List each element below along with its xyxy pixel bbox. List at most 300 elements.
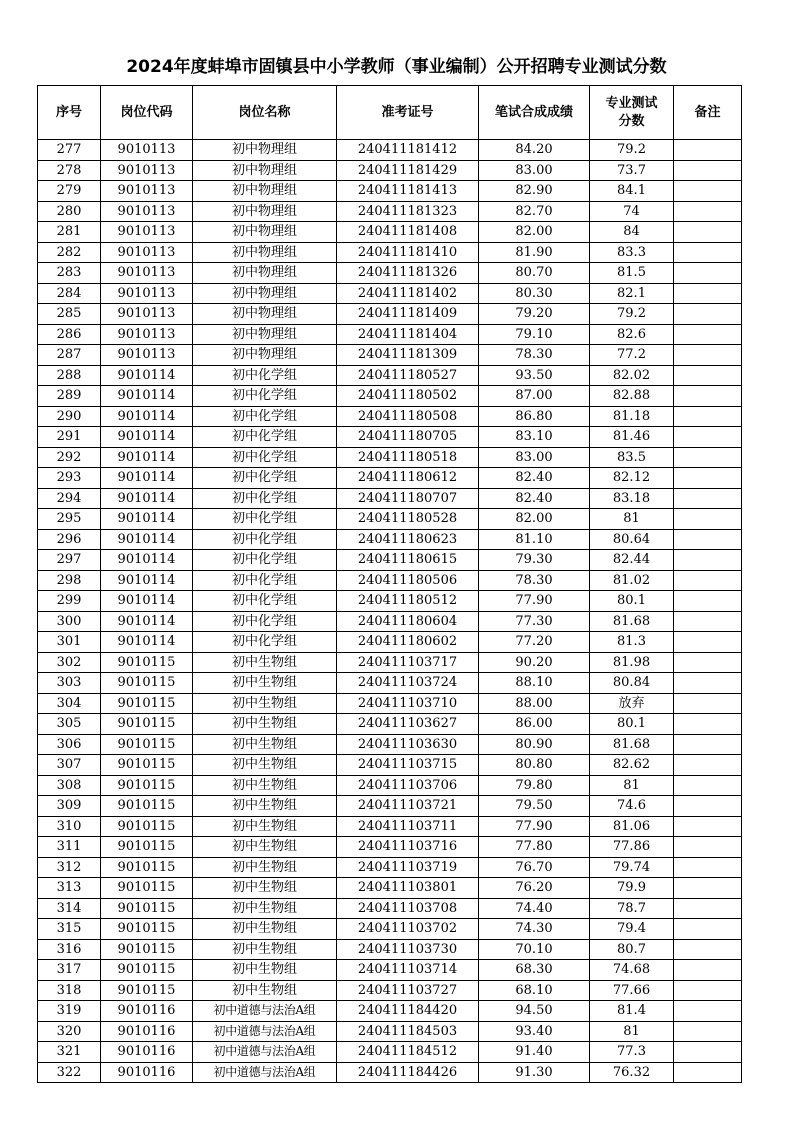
cell-ticket-number: 240411103715: [337, 755, 479, 776]
table-row: [38, 775, 742, 796]
cell-seq: 301: [38, 632, 101, 653]
table-row: [38, 263, 742, 284]
cell-written-score: 79.50: [479, 796, 590, 817]
cell-professional-score: 77.66: [590, 980, 674, 1001]
cell-written-score: 76.20: [479, 878, 590, 899]
cell-seq: 286: [38, 324, 101, 345]
cell-written-score: 78.30: [479, 570, 590, 591]
cell-seq: 295: [38, 509, 101, 530]
cell-position-name: 初中生物组: [193, 878, 337, 899]
cell-seq: 282: [38, 242, 101, 263]
cell-remark: [674, 181, 742, 202]
cell-position-name: 初中道德与法治A组: [193, 1042, 337, 1063]
cell-professional-score: 83.5: [590, 447, 674, 468]
cell-written-score: 74.40: [479, 898, 590, 919]
header-remark: 备注: [674, 86, 742, 140]
table-row: [38, 181, 742, 202]
cell-professional-score: 79.9: [590, 878, 674, 899]
cell-position-name: 初中物理组: [193, 283, 337, 304]
cell-position-name: 初中生物组: [193, 652, 337, 673]
cell-ticket-number: 240411103724: [337, 673, 479, 694]
score-table: [37, 85, 742, 1083]
cell-professional-score: 82.6: [590, 324, 674, 345]
cell-remark: [674, 734, 742, 755]
cell-position-name: 初中生物组: [193, 714, 337, 735]
header-seq: 序号: [38, 86, 101, 140]
cell-ticket-number: 240411180707: [337, 488, 479, 509]
cell-remark: [674, 673, 742, 694]
cell-professional-score: 81: [590, 775, 674, 796]
cell-professional-score: 82.02: [590, 365, 674, 386]
cell-seq: 317: [38, 960, 101, 981]
cell-seq: 308: [38, 775, 101, 796]
cell-position-name: 初中化学组: [193, 365, 337, 386]
cell-position-name: 初中生物组: [193, 816, 337, 837]
cell-written-score: 84.20: [479, 140, 590, 161]
table-row: [38, 468, 742, 489]
table-row: [38, 919, 742, 940]
cell-professional-score: 放弃: [590, 693, 674, 714]
cell-seq: 291: [38, 427, 101, 448]
cell-position-name: 初中化学组: [193, 427, 337, 448]
cell-ticket-number: 240411103721: [337, 796, 479, 817]
table-row: [38, 857, 742, 878]
cell-position-name: 初中化学组: [193, 386, 337, 407]
cell-seq: 321: [38, 1042, 101, 1063]
cell-position-name: 初中化学组: [193, 529, 337, 550]
table-row: [38, 427, 742, 448]
cell-remark: [674, 324, 742, 345]
header-written-score: 笔试合成成绩: [479, 86, 590, 140]
cell-written-score: 77.80: [479, 837, 590, 858]
cell-written-score: 68.30: [479, 960, 590, 981]
cell-position-code: 9010113: [101, 181, 193, 202]
cell-remark: [674, 755, 742, 776]
cell-professional-score: 80.1: [590, 714, 674, 735]
table-body: [38, 140, 742, 1083]
cell-written-score: 78.30: [479, 345, 590, 366]
cell-written-score: 82.00: [479, 509, 590, 530]
cell-ticket-number: 240411103710: [337, 693, 479, 714]
cell-ticket-number: 240411103730: [337, 939, 479, 960]
cell-ticket-number: 240411103801: [337, 878, 479, 899]
cell-remark: [674, 345, 742, 366]
cell-written-score: 90.20: [479, 652, 590, 673]
cell-written-score: 82.40: [479, 468, 590, 489]
cell-professional-score: 81: [590, 1021, 674, 1042]
cell-position-code: 9010115: [101, 980, 193, 1001]
cell-ticket-number: 240411180623: [337, 529, 479, 550]
cell-remark: [674, 714, 742, 735]
header-position-code: 岗位代码: [101, 86, 193, 140]
cell-position-name: 初中物理组: [193, 324, 337, 345]
cell-position-code: 9010115: [101, 693, 193, 714]
cell-professional-score: 81.18: [590, 406, 674, 427]
cell-written-score: 86.80: [479, 406, 590, 427]
cell-professional-score: 82.1: [590, 283, 674, 304]
cell-position-name: 初中物理组: [193, 201, 337, 222]
cell-remark: [674, 919, 742, 940]
cell-ticket-number: 240411180705: [337, 427, 479, 448]
cell-position-name: 初中化学组: [193, 591, 337, 612]
cell-position-name: 初中生物组: [193, 939, 337, 960]
cell-position-name: 初中生物组: [193, 960, 337, 981]
cell-seq: 278: [38, 160, 101, 181]
cell-written-score: 80.70: [479, 263, 590, 284]
cell-professional-score: 79.74: [590, 857, 674, 878]
cell-position-code: 9010115: [101, 837, 193, 858]
table-row: [38, 796, 742, 817]
cell-ticket-number: 240411180612: [337, 468, 479, 489]
cell-professional-score: 81: [590, 509, 674, 530]
cell-position-code: 9010115: [101, 939, 193, 960]
cell-professional-score: 79.4: [590, 919, 674, 940]
cell-written-score: 91.40: [479, 1042, 590, 1063]
cell-seq: 296: [38, 529, 101, 550]
cell-remark: [674, 304, 742, 325]
cell-written-score: 80.90: [479, 734, 590, 755]
cell-professional-score: 79.2: [590, 304, 674, 325]
cell-position-code: 9010115: [101, 960, 193, 981]
table-row: [38, 816, 742, 837]
table-row: [38, 345, 742, 366]
cell-position-code: 9010114: [101, 386, 193, 407]
cell-ticket-number: 240411180508: [337, 406, 479, 427]
cell-position-name: 初中化学组: [193, 570, 337, 591]
cell-position-name: 初中化学组: [193, 632, 337, 653]
cell-written-score: 88.10: [479, 673, 590, 694]
cell-remark: [674, 365, 742, 386]
cell-written-score: 83.10: [479, 427, 590, 448]
cell-written-score: 82.00: [479, 222, 590, 243]
cell-remark: [674, 570, 742, 591]
cell-position-name: 初中物理组: [193, 181, 337, 202]
cell-position-code: 9010114: [101, 509, 193, 530]
cell-position-code: 9010115: [101, 816, 193, 837]
table-row: [38, 406, 742, 427]
cell-seq: 313: [38, 878, 101, 899]
cell-position-name: 初中物理组: [193, 304, 337, 325]
cell-seq: 310: [38, 816, 101, 837]
cell-written-score: 93.50: [479, 365, 590, 386]
cell-position-code: 9010115: [101, 673, 193, 694]
cell-remark: [674, 406, 742, 427]
cell-position-code: 9010113: [101, 160, 193, 181]
cell-position-code: 9010114: [101, 365, 193, 386]
cell-professional-score: 81.98: [590, 652, 674, 673]
cell-remark: [674, 427, 742, 448]
header-professional-score: [590, 86, 674, 140]
cell-position-code: 9010116: [101, 1021, 193, 1042]
cell-written-score: 77.30: [479, 611, 590, 632]
cell-ticket-number: 240411103702: [337, 919, 479, 940]
cell-remark: [674, 242, 742, 263]
cell-ticket-number: 240411180518: [337, 447, 479, 468]
cell-professional-score: 81.4: [590, 1001, 674, 1022]
cell-seq: 309: [38, 796, 101, 817]
cell-position-code: 9010113: [101, 345, 193, 366]
cell-professional-score: 81.46: [590, 427, 674, 448]
cell-seq: 290: [38, 406, 101, 427]
cell-written-score: 80.80: [479, 755, 590, 776]
cell-professional-score: 80.1: [590, 591, 674, 612]
cell-remark: [674, 1062, 742, 1083]
cell-seq: 311: [38, 837, 101, 858]
table-row: [38, 673, 742, 694]
table-row: [38, 591, 742, 612]
cell-remark: [674, 160, 742, 181]
cell-ticket-number: 240411180527: [337, 365, 479, 386]
cell-professional-score: 84.1: [590, 181, 674, 202]
cell-professional-score: 77.3: [590, 1042, 674, 1063]
cell-seq: 280: [38, 201, 101, 222]
table-row: [38, 201, 742, 222]
cell-seq: 297: [38, 550, 101, 571]
cell-ticket-number: 240411184512: [337, 1042, 479, 1063]
table-row: [38, 960, 742, 981]
cell-written-score: 82.90: [479, 181, 590, 202]
cell-remark: [674, 796, 742, 817]
cell-professional-score: 80.64: [590, 529, 674, 550]
cell-position-code: 9010116: [101, 1001, 193, 1022]
table-row: [38, 611, 742, 632]
header-position-name: 岗位名称: [193, 86, 337, 140]
cell-position-name: 初中物理组: [193, 160, 337, 181]
cell-position-name: 初中生物组: [193, 673, 337, 694]
cell-remark: [674, 1021, 742, 1042]
cell-seq: 314: [38, 898, 101, 919]
table-row: [38, 693, 742, 714]
cell-ticket-number: 240411103719: [337, 857, 479, 878]
cell-ticket-number: 240411181323: [337, 201, 479, 222]
cell-position-code: 9010115: [101, 755, 193, 776]
cell-position-name: 初中生物组: [193, 980, 337, 1001]
cell-written-score: 77.90: [479, 591, 590, 612]
cell-remark: [674, 1001, 742, 1022]
cell-position-code: 9010115: [101, 857, 193, 878]
table-row: [38, 1001, 742, 1022]
cell-seq: 284: [38, 283, 101, 304]
cell-remark: [674, 1042, 742, 1063]
cell-position-name: 初中生物组: [193, 857, 337, 878]
cell-position-name: 初中化学组: [193, 468, 337, 489]
cell-seq: 289: [38, 386, 101, 407]
cell-remark: [674, 140, 742, 161]
cell-seq: 316: [38, 939, 101, 960]
cell-position-name: 初中生物组: [193, 693, 337, 714]
cell-position-name: 初中化学组: [193, 550, 337, 571]
table-row: [38, 632, 742, 653]
table-row: [38, 714, 742, 735]
cell-remark: [674, 283, 742, 304]
cell-ticket-number: 240411181410: [337, 242, 479, 263]
table-row: [38, 837, 742, 858]
cell-seq: 288: [38, 365, 101, 386]
cell-position-code: 9010113: [101, 324, 193, 345]
cell-seq: 322: [38, 1062, 101, 1083]
cell-written-score: 83.00: [479, 160, 590, 181]
cell-professional-score: 81.02: [590, 570, 674, 591]
header-ticket-number: 准考证号: [337, 86, 479, 140]
cell-written-score: 70.10: [479, 939, 590, 960]
cell-remark: [674, 201, 742, 222]
cell-position-code: 9010113: [101, 242, 193, 263]
cell-ticket-number: 240411180512: [337, 591, 479, 612]
cell-ticket-number: 240411103714: [337, 960, 479, 981]
cell-seq: 318: [38, 980, 101, 1001]
cell-professional-score: 81.68: [590, 611, 674, 632]
cell-remark: [674, 468, 742, 489]
cell-position-name: 初中物理组: [193, 345, 337, 366]
cell-written-score: 81.10: [479, 529, 590, 550]
cell-written-score: 74.30: [479, 919, 590, 940]
table-row: [38, 140, 742, 161]
cell-position-code: 9010115: [101, 898, 193, 919]
cell-professional-score: 78.7: [590, 898, 674, 919]
cell-remark: [674, 386, 742, 407]
cell-seq: 307: [38, 755, 101, 776]
header-professional-score-line1: 专业测试: [605, 95, 658, 111]
cell-professional-score: 74: [590, 201, 674, 222]
cell-remark: [674, 632, 742, 653]
cell-ticket-number: 240411180506: [337, 570, 479, 591]
cell-position-name: 初中生物组: [193, 775, 337, 796]
cell-ticket-number: 240411181412: [337, 140, 479, 161]
cell-ticket-number: 240411180602: [337, 632, 479, 653]
cell-position-code: 9010114: [101, 591, 193, 612]
cell-position-code: 9010115: [101, 878, 193, 899]
cell-ticket-number: 240411103627: [337, 714, 479, 735]
table-row: [38, 160, 742, 181]
cell-position-code: 9010113: [101, 222, 193, 243]
cell-remark: [674, 857, 742, 878]
cell-professional-score: 82.88: [590, 386, 674, 407]
table-row: [38, 242, 742, 263]
cell-professional-score: 82.12: [590, 468, 674, 489]
cell-seq: 293: [38, 468, 101, 489]
table-row: [38, 652, 742, 673]
cell-written-score: 91.30: [479, 1062, 590, 1083]
cell-ticket-number: 240411181404: [337, 324, 479, 345]
table-row: [38, 447, 742, 468]
cell-position-code: 9010116: [101, 1042, 193, 1063]
table-row: [38, 980, 742, 1001]
cell-position-name: 初中道德与法治A组: [193, 1062, 337, 1083]
cell-position-name: 初中物理组: [193, 222, 337, 243]
cell-professional-score: 73.7: [590, 160, 674, 181]
table-row: [38, 1062, 742, 1083]
table-row: [38, 1042, 742, 1063]
cell-position-code: 9010114: [101, 468, 193, 489]
cell-position-name: 初中物理组: [193, 263, 337, 284]
cell-position-name: 初中生物组: [193, 898, 337, 919]
cell-written-score: 80.30: [479, 283, 590, 304]
cell-remark: [674, 263, 742, 284]
cell-remark: [674, 939, 742, 960]
cell-ticket-number: 240411180502: [337, 386, 479, 407]
cell-position-name: 初中物理组: [193, 140, 337, 161]
cell-professional-score: 76.32: [590, 1062, 674, 1083]
cell-remark: [674, 693, 742, 714]
cell-position-code: 9010115: [101, 652, 193, 673]
table-row: [38, 570, 742, 591]
cell-seq: 285: [38, 304, 101, 325]
table-row: [38, 488, 742, 509]
table-row: [38, 878, 742, 899]
cell-position-code: 9010113: [101, 283, 193, 304]
cell-professional-score: 81.3: [590, 632, 674, 653]
cell-ticket-number: 240411180604: [337, 611, 479, 632]
cell-remark: [674, 550, 742, 571]
cell-position-name: 初中化学组: [193, 406, 337, 427]
cell-remark: [674, 611, 742, 632]
cell-position-code: 9010115: [101, 796, 193, 817]
cell-professional-score: 80.7: [590, 939, 674, 960]
cell-ticket-number: 240411103727: [337, 980, 479, 1001]
cell-ticket-number: 240411181429: [337, 160, 479, 181]
cell-position-code: 9010115: [101, 734, 193, 755]
cell-ticket-number: 240411103717: [337, 652, 479, 673]
cell-professional-score: 77.86: [590, 837, 674, 858]
cell-ticket-number: 240411181309: [337, 345, 479, 366]
cell-seq: 320: [38, 1021, 101, 1042]
cell-written-score: 68.10: [479, 980, 590, 1001]
cell-professional-score: 83.3: [590, 242, 674, 263]
cell-position-name: 初中道德与法治A组: [193, 1001, 337, 1022]
cell-ticket-number: 240411103716: [337, 837, 479, 858]
cell-remark: [674, 775, 742, 796]
cell-written-score: 79.80: [479, 775, 590, 796]
cell-ticket-number: 240411181413: [337, 181, 479, 202]
cell-seq: 302: [38, 652, 101, 673]
cell-remark: [674, 898, 742, 919]
cell-ticket-number: 240411184420: [337, 1001, 479, 1022]
cell-position-code: 9010114: [101, 488, 193, 509]
cell-remark: [674, 960, 742, 981]
document-title: 2024年度蚌埠市固镇县中小学教师（事业编制）公开招聘专业测试分数: [126, 57, 667, 77]
cell-seq: 281: [38, 222, 101, 243]
table-row: [38, 755, 742, 776]
cell-written-score: 77.20: [479, 632, 590, 653]
cell-position-code: 9010114: [101, 427, 193, 448]
table-row: [38, 1021, 742, 1042]
cell-ticket-number: 240411184426: [337, 1062, 479, 1083]
cell-seq: 303: [38, 673, 101, 694]
cell-written-score: 86.00: [479, 714, 590, 735]
cell-professional-score: 82.44: [590, 550, 674, 571]
cell-written-score: 79.10: [479, 324, 590, 345]
cell-position-name: 初中化学组: [193, 447, 337, 468]
cell-position-code: 9010116: [101, 1062, 193, 1083]
cell-written-score: 82.40: [479, 488, 590, 509]
cell-written-score: 79.20: [479, 304, 590, 325]
cell-professional-score: 74.6: [590, 796, 674, 817]
table-row: [38, 283, 742, 304]
cell-ticket-number: 240411184503: [337, 1021, 479, 1042]
cell-position-code: 9010114: [101, 550, 193, 571]
cell-professional-score: 80.84: [590, 673, 674, 694]
cell-seq: 306: [38, 734, 101, 755]
cell-written-score: 82.70: [479, 201, 590, 222]
header-professional-score-line2: 分数: [618, 113, 645, 129]
cell-position-name: 初中生物组: [193, 755, 337, 776]
cell-remark: [674, 488, 742, 509]
cell-professional-score: 81.68: [590, 734, 674, 755]
cell-seq: 299: [38, 591, 101, 612]
cell-position-name: 初中道德与法治A组: [193, 1021, 337, 1042]
cell-seq: 319: [38, 1001, 101, 1022]
cell-remark: [674, 509, 742, 530]
